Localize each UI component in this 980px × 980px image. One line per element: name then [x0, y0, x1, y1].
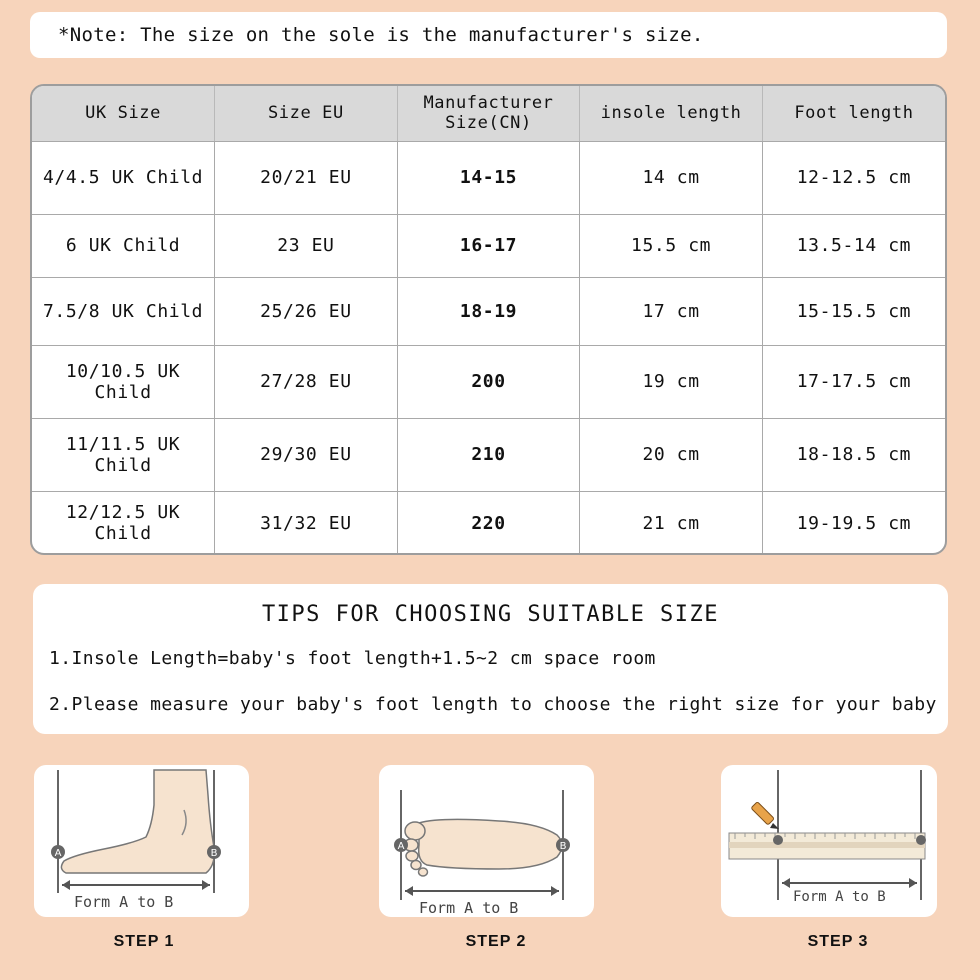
cell-manufacturer-size: 210 — [397, 418, 580, 491]
header-foot-length: Foot length — [762, 86, 945, 141]
cell-uk-size: 7.5/8 UK Child — [32, 277, 215, 345]
step-2-label: STEP 2 — [465, 933, 527, 950]
cell-size-eu: 27/28 EU — [215, 345, 398, 418]
table-row — [32, 418, 945, 491]
table-row — [32, 345, 945, 418]
table-row — [32, 491, 945, 555]
cell-size-eu: 23 EU — [215, 214, 398, 277]
table-row — [32, 214, 945, 277]
tip-item: 2.Please measure your baby's foot length to choose the right size for your baby — [49, 694, 937, 715]
cell-uk-size: 11/11.5 UK Child — [32, 418, 215, 491]
ruler-with-pencil-icon — [721, 765, 937, 917]
marker-b: B — [559, 841, 567, 852]
pencil-icon — [751, 802, 779, 829]
cell-size-eu: 25/26 EU — [215, 277, 398, 345]
step-caption: Form A to B — [74, 893, 174, 911]
cell-size-eu: 29/30 EU — [215, 418, 398, 491]
cell-foot-length: 13.5-14 cm — [762, 214, 945, 277]
cell-insole-length: 20 cm — [580, 418, 763, 491]
header-insole-length: insole length — [580, 86, 763, 141]
tips-panel — [33, 584, 948, 734]
cell-insole-length: 19 cm — [580, 345, 763, 418]
header-size-eu: Size EU — [215, 86, 398, 141]
cell-uk-size: 12/12.5 UK Child — [32, 491, 215, 555]
cell-manufacturer-size: 18-19 — [397, 277, 580, 345]
cell-foot-length: 12-12.5 cm — [762, 141, 945, 214]
foot-side-view-icon — [34, 765, 249, 917]
cell-uk-size: 6 UK Child — [32, 214, 215, 277]
cell-manufacturer-size: 16-17 — [397, 214, 580, 277]
cell-manufacturer-size: 200 — [397, 345, 580, 418]
marker-a: A — [397, 841, 405, 852]
step-caption: Form A to B — [793, 889, 886, 905]
step-3-label: STEP 3 — [807, 933, 869, 950]
marker-a: A — [54, 848, 62, 859]
cell-foot-length: 15-15.5 cm — [762, 277, 945, 345]
size-chart-table — [30, 84, 947, 555]
cell-foot-length: 18-18.5 cm — [762, 418, 945, 491]
table-header-row — [32, 86, 945, 141]
header-uk-size: UK Size — [32, 86, 215, 141]
cell-insole-length: 14 cm — [580, 141, 763, 214]
tips-title: TIPS FOR CHOOSING SUITABLE SIZE — [261, 602, 720, 627]
step-2-illustration — [379, 765, 594, 917]
step-1-illustration — [34, 765, 249, 917]
cell-size-eu: 20/21 EU — [215, 141, 398, 214]
table-row — [32, 277, 945, 345]
cell-insole-length: 21 cm — [580, 491, 763, 555]
cell-insole-length: 17 cm — [580, 277, 763, 345]
marker-b: B — [210, 848, 218, 859]
cell-insole-length: 15.5 cm — [580, 214, 763, 277]
cell-size-eu: 31/32 EU — [215, 491, 398, 555]
cell-foot-length: 19-19.5 cm — [796, 512, 912, 534]
header-manufacturer-size: Manufacturer Size(CN) — [397, 86, 580, 141]
tip-item: 1.Insole Length=baby's foot length+1.5~2 cm space room — [49, 648, 656, 669]
step-caption: Form A to B — [419, 899, 519, 917]
table-row — [32, 141, 945, 214]
cell-uk-size: 4/4.5 UK Child — [32, 141, 215, 214]
foot-top-view-icon — [379, 765, 594, 917]
cell-uk-size: 10/10.5 UK Child — [32, 345, 215, 418]
size-note: *Note: The size on the sole is the manufacturer's size. — [30, 12, 947, 58]
cell-manufacturer-size: 220 — [397, 491, 580, 555]
step-3-illustration — [721, 765, 937, 917]
cell-foot-length: 17-17.5 cm — [762, 345, 945, 418]
step-1-label: STEP 1 — [113, 933, 175, 950]
cell-manufacturer-size: 14-15 — [397, 141, 580, 214]
